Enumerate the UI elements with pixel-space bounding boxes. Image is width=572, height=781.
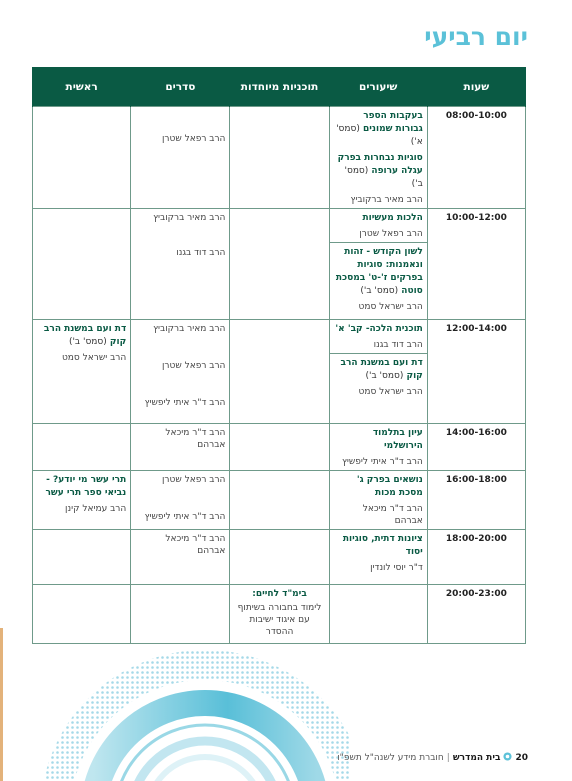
roshit-title: תרי עשר מי יודע? -נביאי ספר תרי עשר: [45, 475, 127, 498]
special-cell: [230, 209, 329, 320]
seder-rabbi: הרב רפאל שטרן: [161, 475, 226, 485]
roshit-rabbi: הרב עמיאל קינן: [65, 504, 127, 514]
lesson-block: [330, 353, 427, 400]
roshit-cell: [33, 471, 131, 530]
lesson-rabbi: הרב רפאל שטרן: [359, 229, 423, 239]
roshit-cell: [33, 530, 131, 585]
page-title: יום רביעי: [424, 22, 528, 51]
lesson-title: הלכות מעשיות: [362, 213, 423, 223]
lesson-block: [330, 242, 427, 315]
time-label: 20:00-23:00: [445, 589, 507, 599]
time-label: 08:00-10:00: [445, 111, 507, 121]
footer-text: חוברת מידע לשנה"ל תשפ"ו: [337, 753, 444, 763]
lesson-title: נושאים בפרק ג' מסכת מכות: [356, 475, 423, 498]
lesson-rabbi: הרב ד"ר איתי ליפשיץ: [341, 457, 423, 467]
sedarim-cell: [131, 320, 230, 424]
time-label: 18:00-20:00: [445, 534, 507, 544]
table-row: [33, 530, 526, 585]
header-row: [33, 67, 526, 107]
lesson-rabbi: הרב ד"ר מיכאל אברהם: [362, 504, 423, 526]
special-cell: [230, 471, 329, 530]
time-label: 12:00-14:00: [445, 324, 507, 334]
lesson-title: סוגיות נבחרות בפרק עגלה ערופה: [337, 153, 423, 176]
seder-rabbi: הרב רפאל שטרן: [161, 361, 226, 371]
lesson-note: (סמס' א'): [336, 124, 423, 147]
lesson-title: בעקבות הספר גבורות שמונים: [363, 111, 423, 134]
special-cell: [230, 107, 329, 209]
lesson-rabbi: הרב מאיר ברקוביץ: [350, 195, 423, 205]
time-label: 10:00-12:00: [445, 213, 507, 223]
roshit-cell: [33, 424, 131, 471]
seder-rabbi: הרב ד"ר איתי ליפשיץ: [144, 398, 226, 408]
sedarim-cell: [131, 107, 230, 209]
seder-rabbi: הרב מאיר ברקוביץ: [153, 213, 226, 223]
sedarim-cell: [131, 424, 230, 471]
roshit-block: [33, 471, 130, 517]
lesson-rabbi: הרב דוד בגנו: [373, 340, 423, 350]
seder-rabbi: הרב מאיר ברקוביץ: [153, 324, 226, 334]
lesson-title: לשון הקודש - זהות ונאמנות: סוגיות בפרקים ז'-ט' במסכת סוטה: [335, 247, 423, 296]
roshit-cell: [33, 209, 131, 320]
lesson-note: (סמס' ב'): [360, 286, 399, 296]
seder-rabbi: הרב ד"ר מיכאל אברהם: [165, 534, 226, 556]
lessons-cell: [329, 320, 427, 424]
edge-accent-bar: [0, 628, 3, 781]
lessons-cell: [329, 530, 427, 585]
roshit-title: דת ועם במשנת הרב קוק: [43, 324, 127, 347]
roshit-rabbi: הרב ישראל סמט: [61, 353, 127, 363]
time-label: 16:00-18:00: [445, 475, 507, 485]
footer-separator: |: [446, 753, 450, 763]
time-cell: [427, 471, 525, 530]
lesson-title: דת ועם במשנת הרב קוק: [340, 358, 423, 381]
special-cell: [230, 530, 329, 585]
seder-rabbi: הרב ד"ר איתי ליפשיץ: [144, 512, 226, 522]
lessons-cell: [329, 424, 427, 471]
table-row: [33, 320, 526, 424]
lesson-block: [330, 424, 427, 470]
lesson-block: [330, 107, 427, 208]
lessons-cell: [329, 471, 427, 530]
header-time: שעות: [427, 67, 525, 107]
seder-rabbi: הרב רפאל שטרן: [161, 134, 226, 144]
decorative-circles-graphic: [20, 630, 350, 781]
schedule-table: [32, 67, 526, 644]
table-row: [33, 107, 526, 209]
footer-brand: בית המדרש: [452, 753, 501, 763]
time-cell: [427, 320, 525, 424]
time-cell: [427, 209, 525, 320]
roshit-cell: [33, 320, 131, 424]
lesson-block: [330, 530, 427, 576]
time-cell: [427, 530, 525, 585]
header-sedarim: סדרים: [131, 67, 230, 107]
lessons-cell: [329, 209, 427, 320]
seder-rabbi: הרב דוד בגנו: [176, 248, 226, 258]
lesson-title: עיון בתלמוד הירושלמי: [372, 428, 423, 451]
special-title: בימ"ד לחיים:: [252, 589, 307, 599]
special-cell: [230, 424, 329, 471]
roshit-cell: [33, 107, 131, 209]
lesson-title: תוכנית הלכה- קב' א': [335, 324, 423, 334]
sedarim-cell: [131, 530, 230, 585]
lesson-rabbi: הרב ישראל סמט: [358, 387, 423, 397]
lessons-cell: [329, 107, 427, 209]
time-cell: [427, 585, 525, 644]
header-lessons: שיעורים: [329, 67, 427, 107]
special-text: לימוד בחבורה בשיתוף עם איגוד ישיבות ההסדר: [237, 603, 322, 637]
page-number: 20: [515, 753, 528, 763]
header-roshit: ראשית: [33, 67, 131, 107]
roshit-block: [33, 320, 130, 366]
sedarim-cell: [131, 471, 230, 530]
lesson-title: ציונות דתית, סוגיות יסוד: [342, 534, 423, 557]
lesson-block: [330, 209, 427, 242]
table-row: [33, 424, 526, 471]
time-cell: [427, 107, 525, 209]
table-row: [33, 471, 526, 530]
logo-icon: [503, 752, 512, 764]
lesson-note: (סמס' ב'): [365, 371, 404, 381]
lesson-note: (סמס' ב'): [344, 166, 423, 189]
roshit-note: (סמס' ב'): [68, 337, 107, 347]
lesson-rabbi: הרב ישראל סמט: [358, 302, 423, 312]
header-special: תוכניות מיוחדות: [230, 67, 329, 107]
lesson-rabbi: ד"ר יוסי לונדין: [370, 563, 423, 573]
special-cell: [230, 320, 329, 424]
lesson-block: [330, 471, 427, 529]
sedarim-cell: [131, 209, 230, 320]
lesson-block: [330, 320, 427, 353]
seder-rabbi: הרב ד"ר מיכאל אברהם: [165, 428, 226, 450]
time-cell: [427, 424, 525, 471]
page-footer: [337, 752, 528, 764]
time-label: 14:00-16:00: [445, 428, 507, 438]
table-row: [33, 209, 526, 320]
